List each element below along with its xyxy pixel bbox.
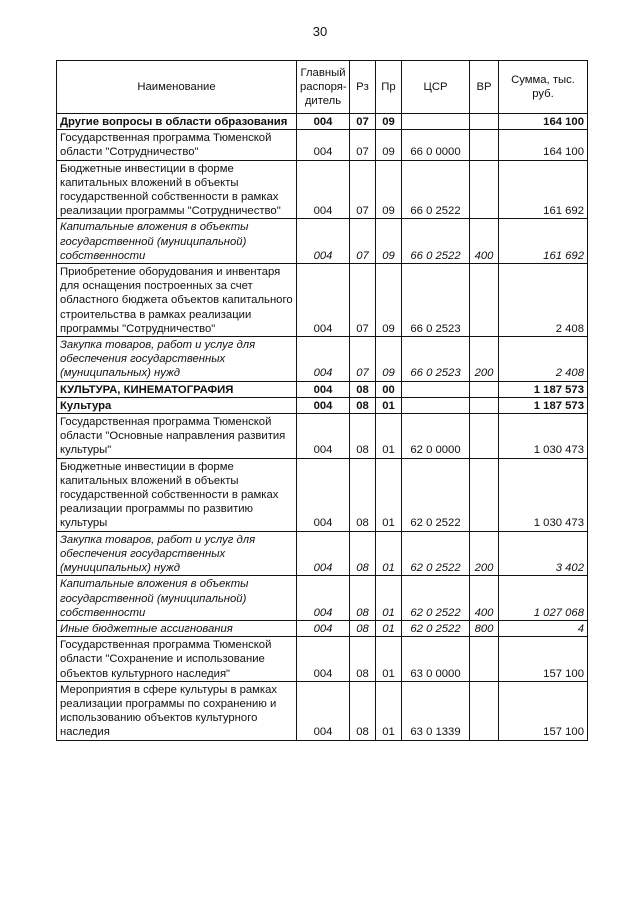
header-name: Наименование xyxy=(57,61,297,114)
cell-sum: 1 027 068 xyxy=(499,576,588,621)
cell-rz: 07 xyxy=(350,114,376,130)
table-row xyxy=(57,620,588,636)
table-row xyxy=(57,114,588,130)
cell-name: Закупка товаров, работ и услуг для обеспечения государственных (муниципальных) нужд xyxy=(57,337,297,382)
cell-sum: 161 692 xyxy=(499,160,588,219)
cell-vr xyxy=(470,381,499,397)
cell-sum: 1 187 573 xyxy=(499,381,588,397)
cell-vr xyxy=(470,458,499,531)
table-row xyxy=(57,381,588,397)
cell-vr xyxy=(470,637,499,682)
cell-csr: 66 0 2523 xyxy=(402,337,470,382)
cell-name: Капитальные вложения в объекты государственной (муниципальной) собственности xyxy=(57,576,297,621)
header-csr: ЦСР xyxy=(402,61,470,114)
cell-pr: 01 xyxy=(376,620,402,636)
budget-table xyxy=(56,60,588,741)
header-admin: Главный распоря-дитель xyxy=(297,61,350,114)
table-row xyxy=(57,397,588,413)
cell-admin: 004 xyxy=(297,531,350,576)
cell-sum: 161 692 xyxy=(499,219,588,264)
cell-vr: 400 xyxy=(470,219,499,264)
cell-pr: 09 xyxy=(376,219,402,264)
cell-csr: 62 0 2522 xyxy=(402,458,470,531)
header-pr: Пр xyxy=(376,61,402,114)
cell-csr: 63 0 0000 xyxy=(402,637,470,682)
cell-sum: 1 187 573 xyxy=(499,397,588,413)
cell-pr: 09 xyxy=(376,160,402,219)
cell-admin: 004 xyxy=(297,337,350,382)
cell-name: Иные бюджетные ассигнования xyxy=(57,620,297,636)
cell-csr: 62 0 2522 xyxy=(402,620,470,636)
cell-sum: 1 030 473 xyxy=(499,458,588,531)
table-body xyxy=(57,114,588,741)
cell-name: Приобретение оборудования и инвентаря для оснащения построенных за счет областного бюджета объектов капитального строительства в рамках реализации программы "Сотрудничество" xyxy=(57,264,297,337)
header-sum: Сумма, тыс. руб. xyxy=(499,61,588,114)
cell-csr: 62 0 2522 xyxy=(402,531,470,576)
cell-name: Государственная программа Тюменской области "Сохранение и использование объектов культурного наследия" xyxy=(57,637,297,682)
cell-pr: 01 xyxy=(376,637,402,682)
page-number: 30 xyxy=(312,24,328,39)
cell-admin: 004 xyxy=(297,414,350,459)
cell-csr xyxy=(402,397,470,413)
cell-sum: 2 408 xyxy=(499,264,588,337)
cell-pr: 09 xyxy=(376,264,402,337)
cell-admin: 004 xyxy=(297,160,350,219)
cell-csr: 62 0 0000 xyxy=(402,414,470,459)
cell-sum: 1 030 473 xyxy=(499,414,588,459)
cell-sum: 4 xyxy=(499,620,588,636)
cell-pr: 01 xyxy=(376,531,402,576)
table-row xyxy=(57,576,588,621)
cell-csr: 66 0 0000 xyxy=(402,130,470,160)
cell-rz: 07 xyxy=(350,160,376,219)
table-row xyxy=(57,264,588,337)
cell-name: Капитальные вложения в объекты государственной (муниципальной) собственности xyxy=(57,219,297,264)
cell-csr: 66 0 2522 xyxy=(402,160,470,219)
cell-name: КУЛЬТУРА, КИНЕМАТОГРАФИЯ xyxy=(57,381,297,397)
cell-sum: 2 408 xyxy=(499,337,588,382)
cell-rz: 07 xyxy=(350,264,376,337)
cell-admin: 004 xyxy=(297,114,350,130)
cell-name: Государственная программа Тюменской области "Основные направления развития культуры" xyxy=(57,414,297,459)
cell-rz: 08 xyxy=(350,414,376,459)
table-row xyxy=(57,414,588,459)
cell-csr: 66 0 2522 xyxy=(402,219,470,264)
cell-name: Культура xyxy=(57,397,297,413)
cell-rz: 08 xyxy=(350,637,376,682)
cell-csr: 63 0 1339 xyxy=(402,681,470,740)
cell-pr: 01 xyxy=(376,397,402,413)
table-row xyxy=(57,219,588,264)
cell-name: Государственная программа Тюменской области "Сотрудничество" xyxy=(57,130,297,160)
table-row xyxy=(57,458,588,531)
cell-pr: 01 xyxy=(376,576,402,621)
cell-vr: 200 xyxy=(470,337,499,382)
cell-pr: 09 xyxy=(376,114,402,130)
cell-admin: 004 xyxy=(297,576,350,621)
cell-admin: 004 xyxy=(297,264,350,337)
cell-csr: 66 0 2523 xyxy=(402,264,470,337)
cell-admin: 004 xyxy=(297,397,350,413)
table-row xyxy=(57,637,588,682)
table-row xyxy=(57,531,588,576)
cell-name: Закупка товаров, работ и услуг для обеспечения государственных (муниципальных) нужд xyxy=(57,531,297,576)
cell-rz: 07 xyxy=(350,337,376,382)
cell-rz: 08 xyxy=(350,531,376,576)
table-row xyxy=(57,160,588,219)
table-row xyxy=(57,337,588,382)
cell-vr: 200 xyxy=(470,531,499,576)
table-row xyxy=(57,681,588,740)
cell-rz: 07 xyxy=(350,219,376,264)
cell-name: Мероприятия в сфере культуры в рамках реализации программы по сохранению и использованию объектов культурного наследия xyxy=(57,681,297,740)
cell-vr: 400 xyxy=(470,576,499,621)
cell-rz: 08 xyxy=(350,620,376,636)
cell-admin: 004 xyxy=(297,458,350,531)
header-rz: Рз xyxy=(350,61,376,114)
cell-admin: 004 xyxy=(297,130,350,160)
cell-vr xyxy=(470,264,499,337)
cell-sum: 164 100 xyxy=(499,114,588,130)
header-vr: ВР xyxy=(470,61,499,114)
cell-pr: 01 xyxy=(376,681,402,740)
cell-rz: 08 xyxy=(350,397,376,413)
cell-pr: 01 xyxy=(376,414,402,459)
cell-admin: 004 xyxy=(297,637,350,682)
cell-vr xyxy=(470,114,499,130)
cell-rz: 08 xyxy=(350,576,376,621)
cell-vr: 800 xyxy=(470,620,499,636)
cell-rz: 08 xyxy=(350,681,376,740)
cell-vr xyxy=(470,397,499,413)
cell-sum: 157 100 xyxy=(499,681,588,740)
cell-sum: 3 402 xyxy=(499,531,588,576)
cell-sum: 164 100 xyxy=(499,130,588,160)
cell-name: Бюджетные инвестиции в форме капитальных вложений в объекты государственной собственности в рамках реализации программы "Сотрудничество" xyxy=(57,160,297,219)
cell-csr xyxy=(402,114,470,130)
cell-vr xyxy=(470,160,499,219)
cell-rz: 08 xyxy=(350,381,376,397)
cell-admin: 004 xyxy=(297,681,350,740)
cell-name: Бюджетные инвестиции в форме капитальных вложений в объекты государственной собственности в рамках реализации программы по развитию культуры xyxy=(57,458,297,531)
cell-name: Другие вопросы в области образования xyxy=(57,114,297,130)
cell-pr: 09 xyxy=(376,130,402,160)
cell-rz: 08 xyxy=(350,458,376,531)
cell-vr xyxy=(470,414,499,459)
cell-admin: 004 xyxy=(297,219,350,264)
cell-csr xyxy=(402,381,470,397)
cell-vr xyxy=(470,681,499,740)
header-row xyxy=(57,61,588,114)
cell-admin: 004 xyxy=(297,620,350,636)
table-row xyxy=(57,130,588,160)
cell-pr: 01 xyxy=(376,458,402,531)
cell-vr xyxy=(470,130,499,160)
cell-admin: 004 xyxy=(297,381,350,397)
cell-pr: 00 xyxy=(376,381,402,397)
cell-csr: 62 0 2522 xyxy=(402,576,470,621)
cell-pr: 09 xyxy=(376,337,402,382)
cell-sum: 157 100 xyxy=(499,637,588,682)
cell-rz: 07 xyxy=(350,130,376,160)
